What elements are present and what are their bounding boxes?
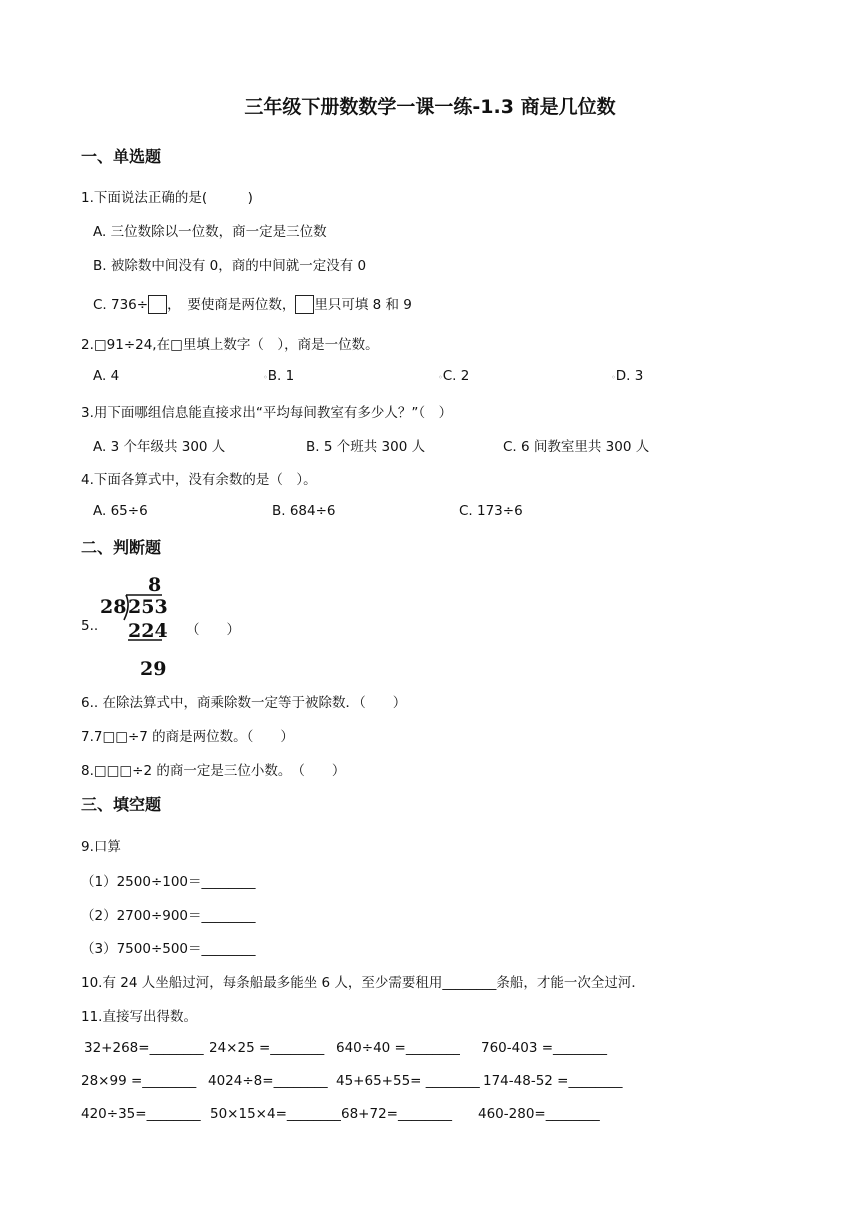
option-d-label: D. 3 [615,368,644,384]
question-9-item: （2）2700÷900＝________ [81,908,256,924]
calc-item: 4024÷8=________ [208,1073,328,1089]
calc-item: 68+72=________ [341,1106,452,1122]
option-c-text-middle: ， 要使商是两位数， [167,297,296,313]
question-1-option-b: B. 被除数中间没有 0，商的中间就一定没有 0 [93,258,367,274]
remainder: 29 [140,658,167,680]
dividend: 253 [128,596,168,618]
quotient-digit: 8 [148,574,162,596]
question-9-item: （1）2500÷100＝________ [81,874,256,890]
blank-box-icon [295,295,314,314]
question-8: 8.□□□÷2 的商一定是三位小数。 （ ） [81,763,346,779]
divisor: 28 [100,596,127,618]
question-9-stem: 9.口算 [81,839,121,855]
option-c-text-end: 里只可填 8 和 9 [314,297,412,313]
calc-item: 32+268=________ [84,1040,204,1056]
calc-item: 24×25 =________ [209,1040,325,1056]
question-2-option-d [611,368,643,384]
question-2-option-a: A. 4 [93,368,120,384]
question-1-option-c [93,293,412,314]
question-1-option-a: A. 三位数除以一位数，商一定是三位数 [93,224,327,240]
option-c-label: C. 2 [442,368,470,384]
calc-item: 45+65+55= ________ [336,1073,480,1089]
question-9-item: （3）7500÷500＝________ [81,941,256,957]
question-3-option-a: A. 3 个年级共 300 人 [93,439,226,455]
option-b-label: B. 1 [267,368,295,384]
section-heading-fill-blank: 三、填空题 [81,795,162,814]
page-title: 三年级下册数数学一课一练-1.3 商是几位数 [244,96,616,118]
section-heading-single-choice: 一、单选题 [81,147,162,166]
question-4-option-b: B. 684÷6 [272,503,336,519]
question-6: 6.. 在除法算式中，商乘除数一定等于被除数．（ ） [81,695,407,711]
question-2-option-c [438,368,469,384]
section-heading-judgement: 二、判断题 [81,538,162,557]
bullet-dot-icon: ◦ [263,373,268,382]
question-4-option-c: C. 173÷6 [459,503,523,519]
calc-item: 420÷35=________ [81,1106,201,1122]
question-4-stem: 4.下面各算式中，没有余数的是（ ）。 [81,472,317,488]
question-3-option-c: C. 6 间教室里共 300 人 [503,439,650,455]
calc-item: 640÷40 =________ [336,1040,460,1056]
calc-item: 28×99 =________ [81,1073,197,1089]
calc-item: 174-48-52 =________ [483,1073,623,1089]
blank-box-icon [148,295,167,314]
calc-item: 760-403 =________ [481,1040,608,1056]
question-5-answer-paren: （ ） [186,622,240,638]
question-3-option-b: B. 5 个班共 300 人 [306,439,426,455]
question-3-stem: 3.用下面哪组信息能直接求出“平均每间教室有多少人？”（ ） [81,405,453,421]
question-1-stem: 1.下面说法正确的是( ) [81,190,253,206]
question-10: 10.有 24 人坐船过河，每条船最多能坐 6 人，至少需要租用________条船，才能一次全过河． [81,975,645,991]
option-c-text-start: C. 736÷ [93,297,149,313]
bullet-dot-icon: ◦ [438,373,443,382]
question-2-option-b [263,368,294,384]
long-division-figure [98,574,168,680]
calc-item: 460-280=________ [478,1106,600,1122]
question-2-stem: 2.□91÷24,在□里填上数字（ ），商是一位数。 [81,337,379,353]
partial-product: 224 [128,620,168,642]
bullet-dot-icon: ◦ [611,373,616,382]
question-5-label: 5.. [81,618,99,634]
calc-item: 50×15×4=________ [210,1106,341,1122]
question-4-option-a: A. 65÷6 [93,503,148,519]
question-7: 7.7□□÷7 的商是两位数。（ ） [81,729,294,745]
question-11-stem: 11.直接写出得数。 [81,1009,197,1025]
